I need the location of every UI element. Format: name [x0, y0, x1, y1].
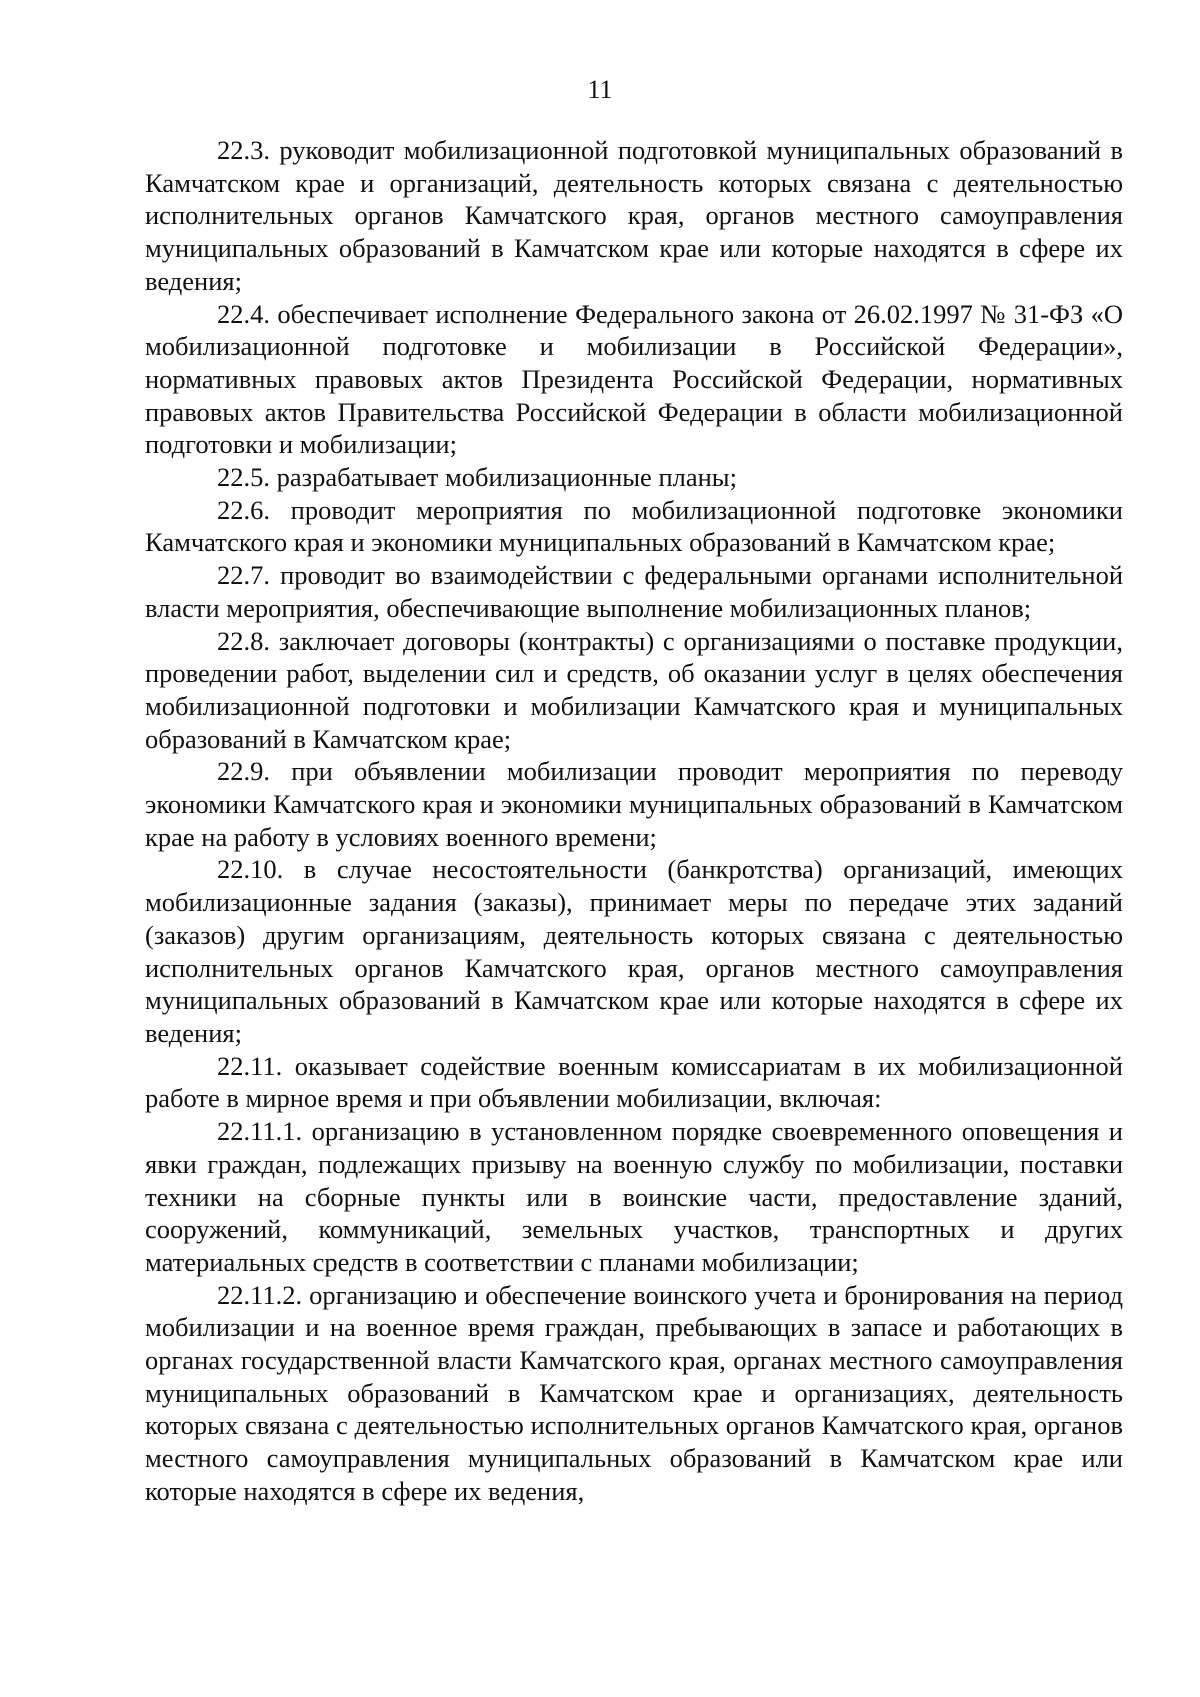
paragraph-22-9: 22.9. при объявлении мобилизации проводит мероприятия по переводу экономики Камчатского края и экономики муниципальных образований в Камчатском крае на работу в условиях военного времени;	[145, 756, 1123, 852]
paragraph-22-11-1: 22.11.1. организацию в установленном порядке своевременного оповещения и явки граждан, подлежащих призыву на военную службу по мобилизации, поставки техники на сборные пункты или в воинские части, предоставление зданий, сооружений, коммуникаций, земельных участков, транспортных и других материальных средств в соответствии с планами мобилизации;	[145, 1116, 1123, 1277]
paragraph-22-4: 22.4. обеспечивает исполнение Федерального закона от 26.02.1997 № 31-ФЗ «О мобилизационной подготовке и мобилизации в Российской Федерации», нормативных правовых актов Президента Российской Федерации, нормативных правовых актов Правительства Российской Федерации в области мобилизационной подготовки и мобилизации;	[145, 298, 1123, 460]
paragraph-22-7: 22.7. проводит во взаимодействии с федеральными органами исполнительной власти мероприятия, обеспечивающие выполнение мобилизационных планов;	[145, 560, 1123, 623]
paragraph-22-8: 22.8. заключает договоры (контракты) с организациями о поставке продукции, проведении работ, выделении сил и средств, об оказании услуг в целях обеспечения мобилизационной подготовки и мобилизации Камчатского края и муниципальных образований в Камчатском крае;	[145, 625, 1123, 754]
page-number: 11	[587, 75, 613, 104]
paragraph-22-5: 22.5. разрабатывает мобилизационные планы;	[217, 462, 737, 493]
paragraph-22-11-2: 22.11.2. организацию и обеспечение воинского учета и бронирования на период мобилизации и на военное время граждан, пребывающих в запасе и работающих в органах государственной власти Камчатского края, органах местного самоуправления муниципальных образований в Камчатском крае и организациях, деятельность которых связана с деятельностью исполнительных органов Камчатского края, органов местного самоуправления муниципальных образований в Камчатском крае или которые находятся в сфере их ведения,	[145, 1279, 1123, 1506]
document-body	[145, 134, 1123, 1508]
paragraph-22-11: 22.11. оказывает содействие военным комиссариатам в их мобилизационной работе в мирное время и при объявлении мобилизации, включая:	[145, 1050, 1123, 1114]
paragraph-22-3: 22.3. руководит мобилизационной подготовкой муниципальных образований в Камчатском крае и организаций, деятельность которых связана с деятельностью исполнительных органов Камчатского края, органов местного самоуправления муниципальных образований в Камчатском крае или которые находятся в сфере их ведения;	[145, 135, 1123, 296]
paragraph-22-10: 22.10. в случае несостоятельности (банкротства) организаций, имеющих мобилизационные задания (заказы), принимает меры по передаче этих заданий (заказов) другим организациям, деятельность которых связана с деятельностью исполнительных органов Камчатского края, органов местного самоуправления муниципальных образований в Камчатском крае или которые находятся в сфере их ведения;	[145, 854, 1123, 1048]
paragraph-22-6: 22.6. проводит мероприятия по мобилизационной подготовке экономики Камчатского края и экономики муниципальных образований в Камчатском крае;	[145, 494, 1123, 558]
